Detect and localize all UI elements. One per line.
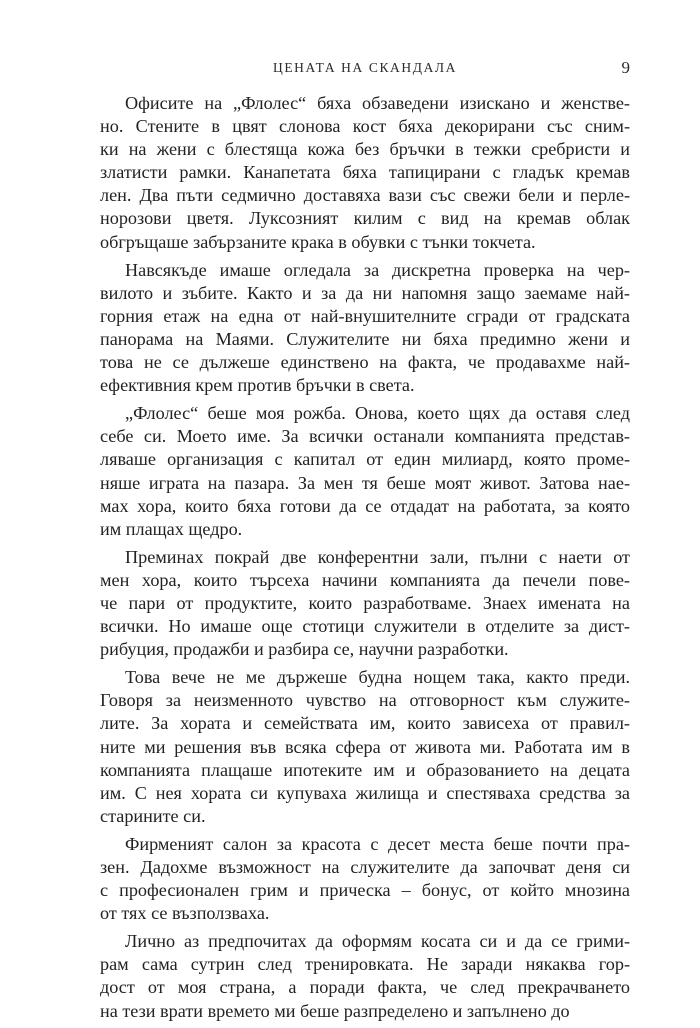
text-line: ляваше организация с капитал от един милиард, която проме-	[100, 449, 630, 470]
text-line: им плащах щедро.	[100, 518, 243, 539]
text-line: рам сама сутрин след тренировката. Не заради някаква гор-	[100, 954, 630, 975]
paragraph	[100, 930, 630, 1022]
text-line: вилото и зъбите. Както и за да ни напомня защо заемаме най-	[100, 282, 630, 303]
text-line: панорама на Маями. Служителите ни бяха предимно жени и	[100, 328, 630, 349]
paragraph	[100, 546, 630, 661]
text-line: ки на жени с блестяща кожа без бръчки в тежки сребристи и	[100, 139, 630, 160]
running-title: ЦЕНАТА НА СКАНДАЛА	[272, 60, 458, 75]
paragraph	[100, 666, 630, 828]
text-line: Това вече не ме държеше будна нощем така, както преди.	[125, 667, 630, 688]
paragraph	[100, 402, 630, 541]
paragraph	[100, 92, 630, 254]
text-line: Преминах покрай две конферентни зали, пълни с наети от	[125, 546, 630, 567]
paragraph	[100, 259, 630, 398]
body-text	[100, 92, 630, 1028]
text-line: обгръщаше забързаните крака в обувки с тънки токчета.	[100, 231, 536, 252]
text-line: мах хора, които бяха готови да се отдадат на работата, за която	[100, 495, 630, 516]
page-number: 9	[621, 58, 630, 77]
text-line: ните ми решения във всяка сфера от живота ми. Работата им в	[100, 736, 630, 757]
text-line: Навсякъде имаше огледала за дискретна проверка на чер-	[125, 259, 630, 280]
text-line: всички. Но имаше още стотици служители в отделите за дист-	[100, 616, 630, 637]
text-line: старините си.	[100, 805, 206, 826]
text-line: „Флолес“ беше моя рожба. Онова, което щях да оставя след	[125, 403, 630, 424]
text-line: ефективния крем против бръчки в света.	[100, 375, 415, 396]
text-line: това не се дължеше единствено на факта, че продавахме най-	[100, 352, 630, 373]
text-line: Офисите на „Флолес“ бяха обзаведени изискано и женстве-	[125, 93, 630, 113]
text-line: Лично аз предпочитах да оформям косата си и да се грими-	[125, 931, 630, 952]
text-line: зен. Дадохме възможност на служителите да започват деня си	[100, 857, 630, 877]
paragraph	[100, 833, 630, 925]
text-line: мен хора, които търсеха начини компанията да печели пове-	[100, 569, 630, 590]
text-line: златисти рамки. Канапетата бяха тапицирани с гладък кремав	[100, 162, 630, 183]
text-line: лен. Два пъти седмично доставяха вази със свежи бели и перле-	[100, 185, 630, 206]
text-line: норозови цветя. Луксозният килим с вид на кремав облак	[100, 208, 630, 229]
text-line: себе си. Моето име. За всички останали компанията представ-	[100, 426, 630, 447]
running-head	[100, 56, 630, 80]
text-line: рибуция, продажби и разбира се, научни разработки.	[100, 639, 509, 660]
text-line: Фирменият салон за красота с десет места беше почти пра-	[125, 833, 630, 854]
text-line: компанията плащаше ипотеките им и образованието на децата	[100, 759, 630, 780]
text-line: но. Стените в цвят слонова кост бяха декорирани със сним-	[100, 116, 630, 137]
text-line: от тях се възползваха.	[100, 903, 270, 924]
text-line: лите. За хората и семействата им, които зависеха от правил-	[100, 713, 630, 734]
text-line: им. С нея хората си купуваха жилища и спестяваха средства за	[100, 782, 630, 803]
text-line: Говоря за неизменното чувство на отговорност към служите-	[100, 690, 630, 711]
text-line: че пари от продуктите, които разработваме. Знаех имената на	[100, 592, 630, 613]
text-line: дост от моя страна, а поради факта, че след прекрачването	[100, 977, 630, 998]
text-line: на тези врати времето ми беше разпределено и запълнено до	[100, 1000, 570, 1021]
text-line: няше играта на пазара. За мен тя беше моят живот. Затова нае-	[100, 472, 630, 493]
text-line: горния етаж на една от най-внушителните сгради от градската	[100, 305, 630, 326]
text-line: с професионален грим и прическа – бонус, от който мнозина	[100, 880, 630, 901]
